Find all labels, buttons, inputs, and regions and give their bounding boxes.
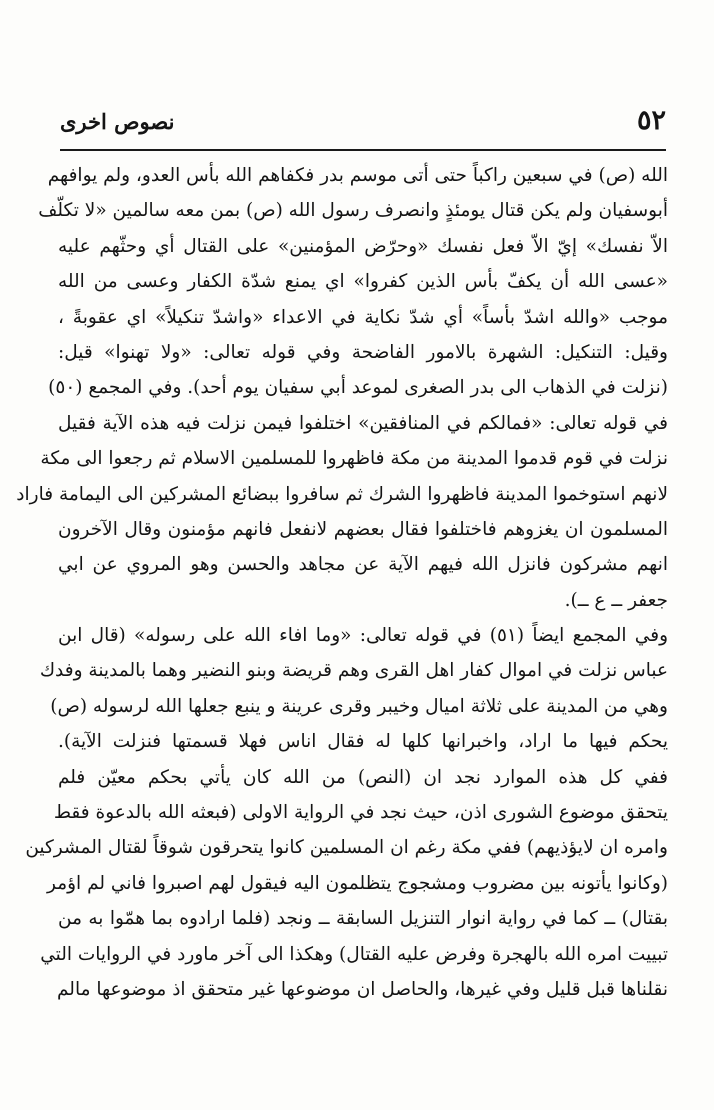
text-line: بقتال) ــ كما في رواية انوار التنزيل السابقة ــ ونجد (فلما ارادوه بما همّوا به من	[58, 908, 668, 930]
text-line: نزلت في قوم قدموا المدينة من مكة فاظهروا للمسلمين الاسلام ثم رجعوا الى مكة	[40, 448, 668, 470]
page-header	[60, 104, 666, 144]
text-line: يتحقق موضوع الشورى اذن، حيث نجد في الرواية الاولى (فبعثه الله بالدعوة فقط	[53, 802, 668, 824]
running-title: نصوص اخرى	[60, 109, 175, 134]
text-line: الله (ص) في سبعين راكباً حتى أتى موسم بدر فكفاهم الله بأس العدو، ولم يوافهم	[47, 165, 668, 186]
text-line: وهي من المدينة على ثلاثة اميال وخيبر وقرى عرينة و ينبع جعلها الله لرسوله (ص)	[50, 695, 668, 717]
text-line: لانهم استوخموا المدينة فاظهروا الشرك ثم سافروا ببضائع المشركين الى اليمامة فاراد	[16, 483, 668, 505]
text-line: جعفر ــ ع ــ).	[564, 589, 668, 611]
text-line: ففي كل هذه الموارد نجد ان (النص) من الله كان يأتي بحكم معيّن فلم	[58, 766, 668, 788]
text-line: المسلمون ان يغزوهم فاختلفوا فقال بعضهم لانفعل فانهم مؤمنون وقال الآخرون	[58, 518, 668, 540]
text-line: الاّ نفسك» إيّ الاّ فعل نفسك «وحرّض المؤمنين» على القتال أي وحثّهم عليه	[58, 235, 668, 257]
text-line: انهم مشركون فانزل الله فيهم الآية عن مجاهد والحسن وهو المروي عن ابي	[58, 554, 668, 576]
text-line: وفي المجمع ايضاً (٥١) في قوله تعالى: «وما افاء الله على رسوله» (قال ابن	[58, 625, 669, 647]
text-line: تبييت امره الله بالهجرة وفرض عليه القتال) وهكذا الى آخر ماورد في الروايات التي	[40, 943, 668, 965]
page-number: ٥٢	[636, 105, 666, 136]
text-line: في قوله تعالى: «فمالكم في المنافقين» اختلفوا فيمن نزلت فيه هذه الآية فقيل	[58, 412, 668, 434]
text-line: وامره ان لايؤذيهم) ففي مكة رغم ان المسلمين كانوا يتحرقون شوقاً لقتال المشركين	[25, 837, 668, 859]
text-line: «عسى الله أن يكفّ بأس الذين كفروا» اي يمنع شدّة الكفار وعسى من الله	[58, 271, 668, 293]
text-line: نقلناها قبل قليل وفي غيرها، والحاصل ان موضوعها غير متحقق اذ موضوعها مالم	[57, 978, 668, 1000]
body-text	[16, 158, 669, 1007]
header-rule	[60, 149, 666, 151]
text-line: يحكم فيها ما اراد، واخبرانها كلها له فقال اناس فهلا قسمتها فنزلت الآية).	[58, 731, 668, 753]
text-line: عباس نزلت في اموال كفار اهل القرى وهم قريضة وبنو النضير وهما بالمدينة وفدك	[39, 660, 668, 682]
text-line: (نزلت في الذهاب الى بدر الصغرى لموعد أبي سفيان يوم أحد). وفي المجمع (٥٠)	[48, 377, 668, 399]
text-line: وقيل: التنكيل: الشهرة بالامور الفاضحة وفي قوله تعالى: «ولا تهنوا» قيل:	[58, 341, 668, 363]
text-line: أبوسفيان ولم يكن قتال يومئذٍ وانصرف رسول الله (ص) بمن معه سالمين «لا تكلّف	[38, 200, 668, 222]
text-line: موجب «والله اشدّ بأساً» أي شدّ نكاية في الاعداء «واشدّ تنكيلاً» اي عقوبةً ،	[58, 306, 668, 328]
text-line: (وكانوا يأتونه بين مضروب ومشجوج يتظلمون اليه فيقول لهم اصبروا فاني لم اؤمر	[47, 872, 668, 894]
